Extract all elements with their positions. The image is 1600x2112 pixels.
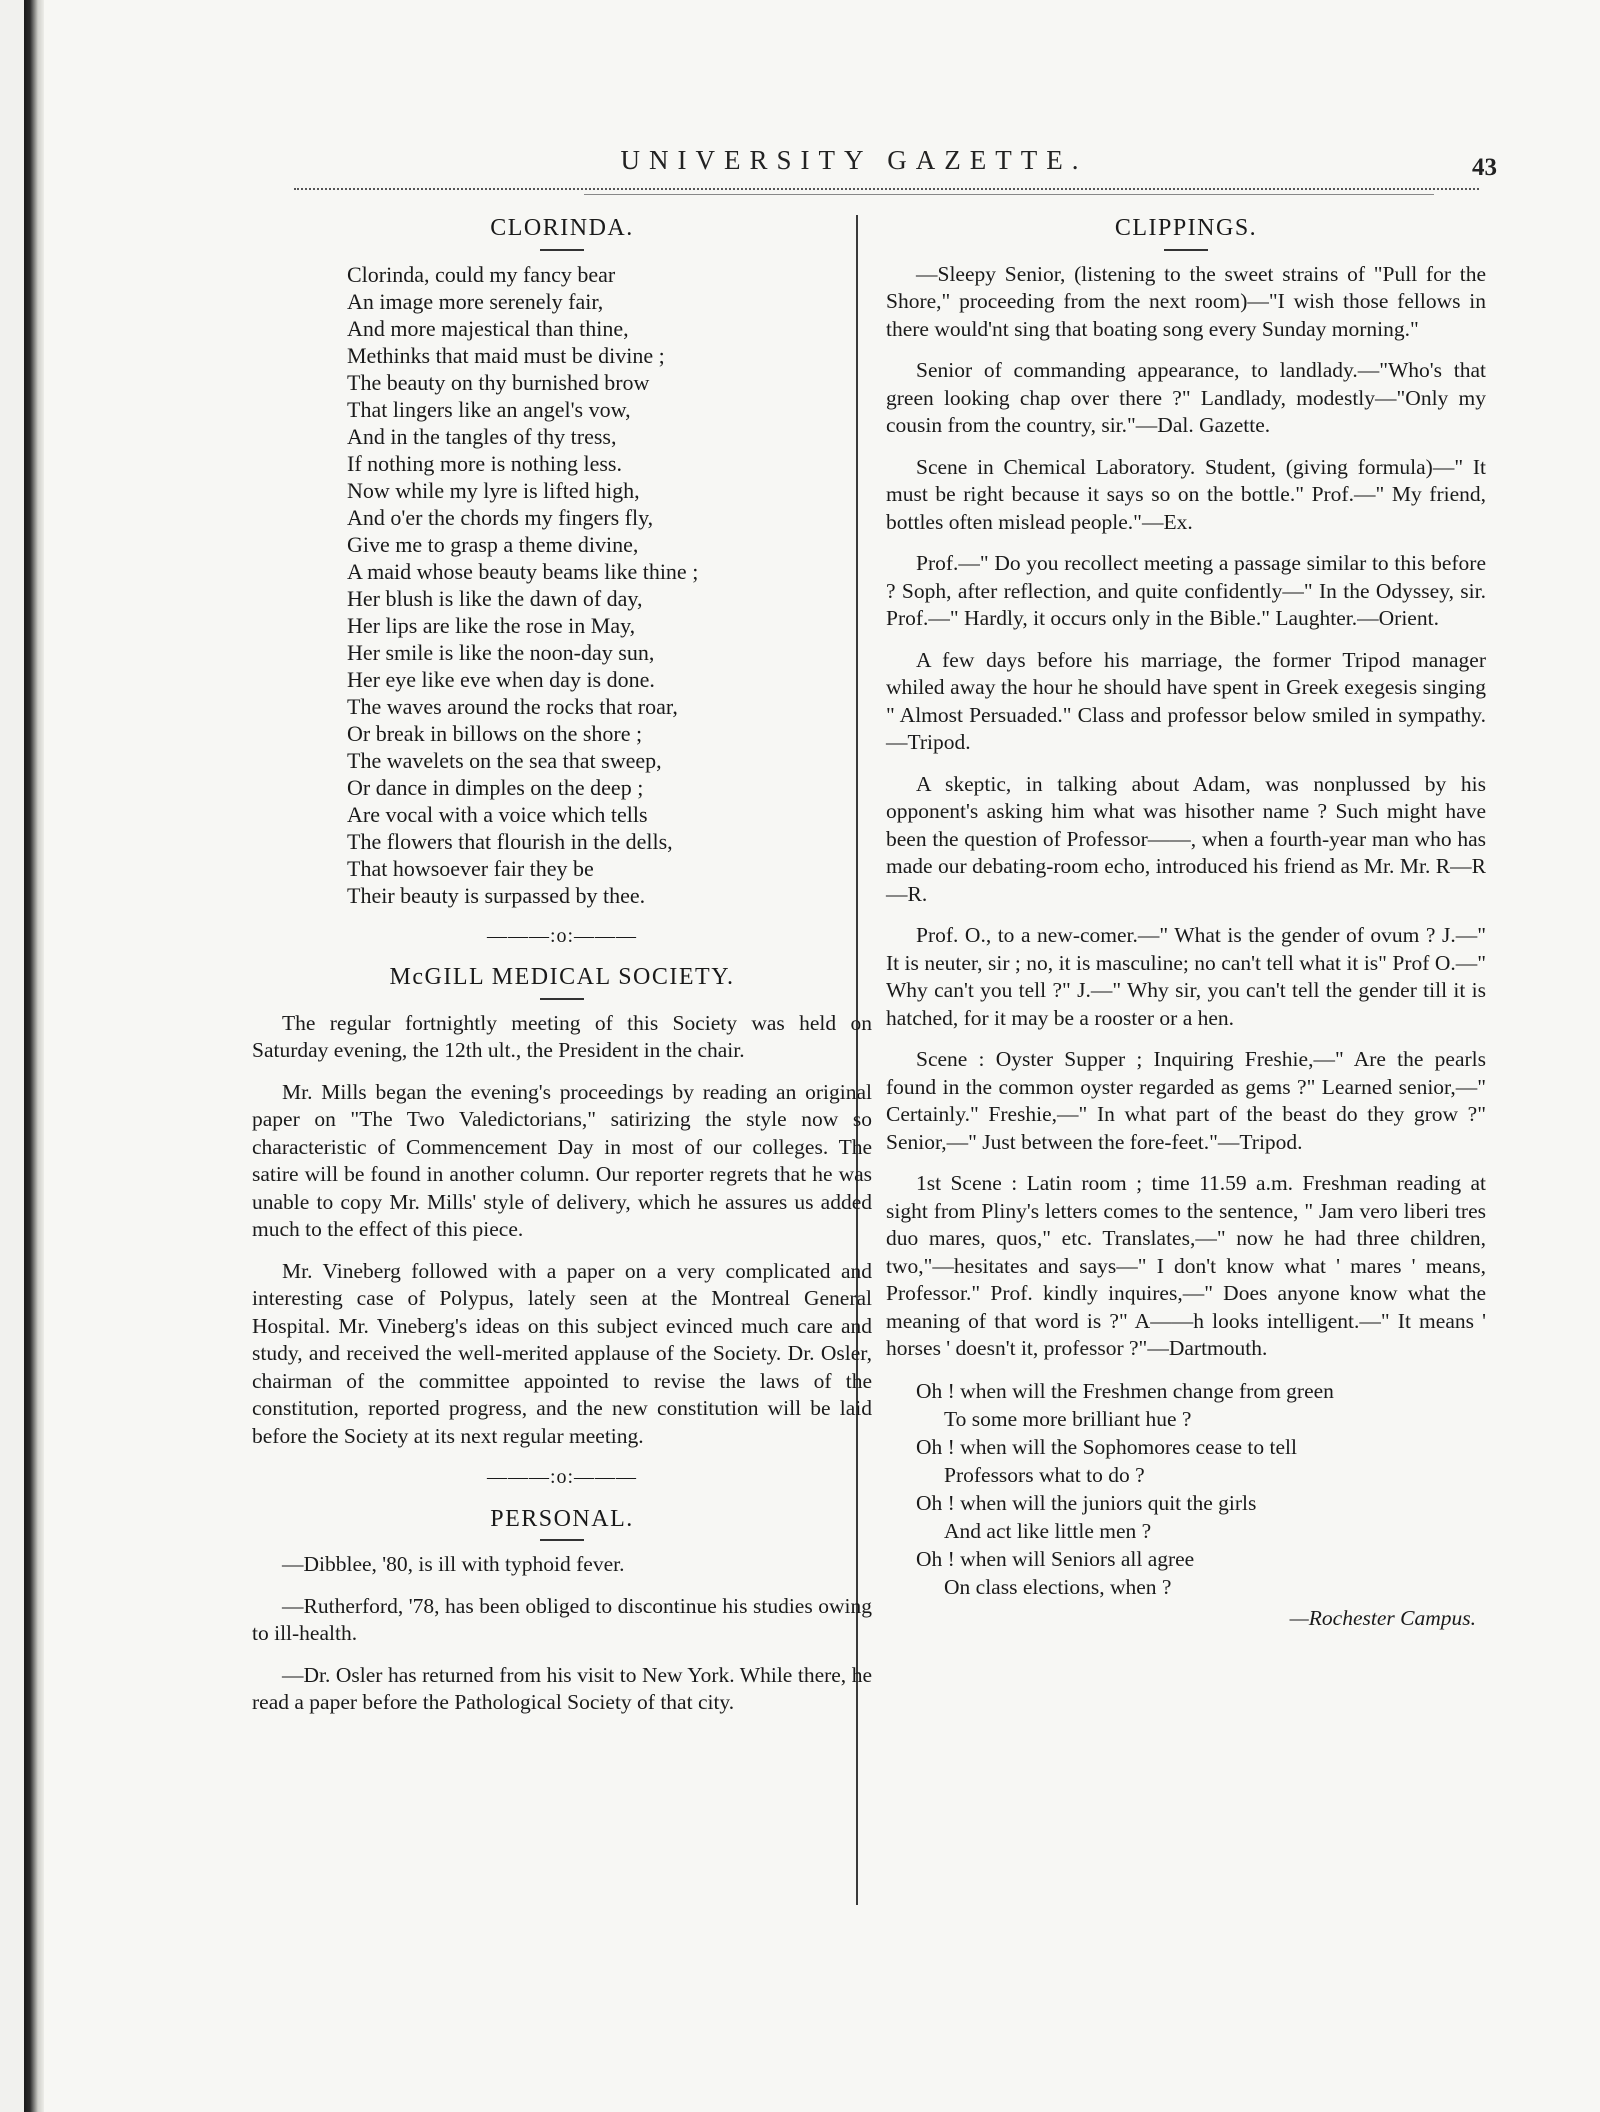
poem-line: Her smile is like the noon-day sun, [347, 639, 655, 665]
clippings-title: CLIPPINGS. [1114, 215, 1258, 241]
page-number: 43 [1472, 154, 1497, 181]
poem-line: Clorinda, could my fancy bear [347, 261, 616, 287]
poem-line: Methinks that maid must be divine ; [347, 342, 665, 368]
poem-line: Or dance in dimples on the deep ; [347, 774, 644, 800]
verse-line: Professors what to do ? [944, 1462, 1145, 1487]
personal-item: —Dr. Osler has returned from his visit to New York. While there, he read a paper before the Pathological Society of that city. [252, 1662, 872, 1714]
verse-line: Oh ! when will the juniors quit the girls [916, 1490, 1257, 1515]
personal-title: PERSONAL. [490, 1505, 634, 1532]
article-paragraph: Mr. Mills began the evening's proceedings by reading an original paper on "The Two Valedictorians," satirizing the style now so characteristic of Commencement Day in most of our colleges. The satire will be found in another column. Our reporter regrets that he was unable to copy Mr. Mills' style of delivery, which he assures us added much to the effect of this piece. [252, 1079, 872, 1241]
poem-line: The beauty on thy burnished brow [347, 369, 650, 395]
poem-line: Her eye like eve when day is done. [347, 666, 655, 692]
verse-attribution: —Rochester Campus. [1289, 1605, 1476, 1630]
article-paragraph: Mr. Vineberg followed with a paper on a very complicated and interesting case of Polypus, lately seen at the Montreal General Hospital. Mr. Vineberg's ideas on this subject evinced much care and study, and received the well-merited applause of the Society. Dr. Osler, chairman of the committee appointed to revise the laws of the constitution, reported progress, and the new constitution will be laid before the Society at its next regular meeting. [252, 1258, 872, 1448]
poem-line: And in the tangles of thy tress, [347, 423, 617, 449]
right-column [886, 215, 1486, 1632]
verse-line: Oh ! when will Seniors all agree [916, 1546, 1195, 1571]
header-rule [294, 188, 1479, 190]
poem-line: A maid whose beauty beams like thine ; [347, 558, 699, 584]
clipping-item: Senior of commanding appearance, to landlady.—"Who's that green looking chap over there ?" Landlady, modestly—"Only my cousin from the country, sir."—Dal. Gazette. [886, 358, 1486, 437]
verse-line: Oh ! when will the Freshmen change from green [916, 1378, 1334, 1403]
poem-line: The flowers that flourish in the dells, [347, 828, 673, 854]
clipping-item: Prof. O., to a new-comer.—" What is the gender of ovum ? J.—" It is neuter, sir ; no, it is masculine; no can't tell what it is" Prof O.—" Why can't you tell ?" J.—" Why sir, you can't tell the gender till it is hatched, for it may be a rooster or a hen. [886, 923, 1486, 1030]
title-underline [540, 1539, 584, 1541]
title-underline [1164, 249, 1208, 251]
poem-line: Give me to grasp a theme divine, [347, 531, 639, 557]
clipping-item: —Sleepy Senior, (listening to the sweet strains of "Pull for the Shore," proceeding from the next room)—"I wish those fellows in there would'nt sing that boating song every Sunday morning." [886, 261, 1486, 341]
article-paragraph: The regular fortnightly meeting of this Society was held on Saturday evening, the 12th ult., the President in the chair. [252, 1010, 872, 1062]
clipping-item: 1st Scene : Latin room ; time 11.59 a.m. Freshman reading at sight from Pliny's letters comes to the sentence, " Jam vero liberi tres duo mares, quos," etc. Translates,—" now he had three children, two,"—hesitates and says—" I don't know what ' mares ' means, Professor." Prof. kindly inquires,—" Does anyone know what the meaning of that word is ?" A——h looks intelligent.—" It means ' horses ' doesn't it, professor ?"—Dartmouth. [886, 1171, 1486, 1360]
personal-item: —Rutherford, '78, has been obliged to discontinue his studies owing to ill-health. [252, 1593, 872, 1645]
poem-line: That howsoever fair they be [347, 855, 594, 881]
header-rule-secondary [584, 194, 1434, 195]
poem-line: The waves around the rocks that roar, [347, 693, 678, 719]
poem-line: The wavelets on the sea that sweep, [347, 747, 662, 773]
title-underline [540, 249, 584, 251]
section-separator: ———:o:——— [486, 924, 638, 947]
verse-line: Oh ! when will the Sophomores cease to tell [916, 1434, 1297, 1459]
clorinda-title: CLORINDA. [490, 215, 634, 241]
poem-line: If nothing more is nothing less. [347, 450, 622, 476]
section-separator: ———:o:——— [486, 1466, 638, 1488]
clorinda-poem [347, 261, 872, 909]
clipping-item: A few days before his marriage, the former Tripod manager whiled away the hour he should have spent in Greek exegesis singing " Almost Persuaded." Class and professor below smiled in sympathy.—Tripod. [886, 647, 1486, 754]
masthead-title: UNIVERSITY GAZETTE. [620, 145, 1088, 175]
clipping-item: Scene : Oyster Supper ; Inquiring Freshie,—" Are the pearls found in the common oyster regarded as gems ?" Learned senior,—" Certainly." Freshie,—" In what part of the beast do they grow ?" Senior,—" Just between the fore-feet."—Tripod. [886, 1047, 1486, 1154]
title-underline [540, 998, 584, 1000]
poem-line: And more majestical than thine, [347, 315, 629, 341]
clipping-item: Scene in Chemical Laboratory. Student, (giving formula)—" It must be right because it says so on the bottle." Prof.—" My friend, bottles often mislead people."—Ex. [886, 454, 1486, 534]
newspaper-page [24, 0, 1600, 2112]
verse-line: And act like little men ? [944, 1518, 1152, 1543]
poem-line: Her lips are like the rose in May, [347, 612, 636, 638]
poem-line: Their beauty is surpassed by thee. [347, 882, 646, 908]
medical-society-title: McGILL MEDICAL SOCIETY. [389, 964, 735, 990]
poem-line: An image more serenely fair, [347, 288, 604, 314]
personal-item: —Dibblee, '80, is ill with typhoid fever. [282, 1552, 625, 1576]
left-column [252, 215, 872, 1731]
clipping-item: A skeptic, in talking about Adam, was nonplussed by his opponent's asking him what was hisother name ? Such might have been the question of Professor——, when a fourth-year man who has made our debating-room echo, introduced his friend as Mr. Mr. R—R—R. [886, 771, 1486, 906]
poem-line: Now while my lyre is lifted high, [347, 477, 640, 503]
poem-line: And o'er the chords my fingers fly, [347, 504, 654, 530]
poem-line: That lingers like an angel's vow, [347, 396, 631, 422]
verse-line: On class elections, when ? [944, 1574, 1172, 1599]
clipping-verse [886, 1377, 1486, 1601]
poem-line: Her blush is like the dawn of day, [347, 585, 643, 611]
poem-line: Or break in billows on the shore ; [347, 720, 643, 746]
page-binding-edge [24, 0, 44, 2112]
clipping-item: Prof.—" Do you recollect meeting a passage similar to this before ? Soph, after reflection, and quite confidently—" In the Odyssey, sir. Prof.—" Hardly, it occurs only in the Bible." Laughter.—Orient. [886, 551, 1486, 630]
poem-line: Are vocal with a voice which tells [347, 801, 648, 827]
verse-line: To some more brilliant hue ? [944, 1406, 1192, 1431]
